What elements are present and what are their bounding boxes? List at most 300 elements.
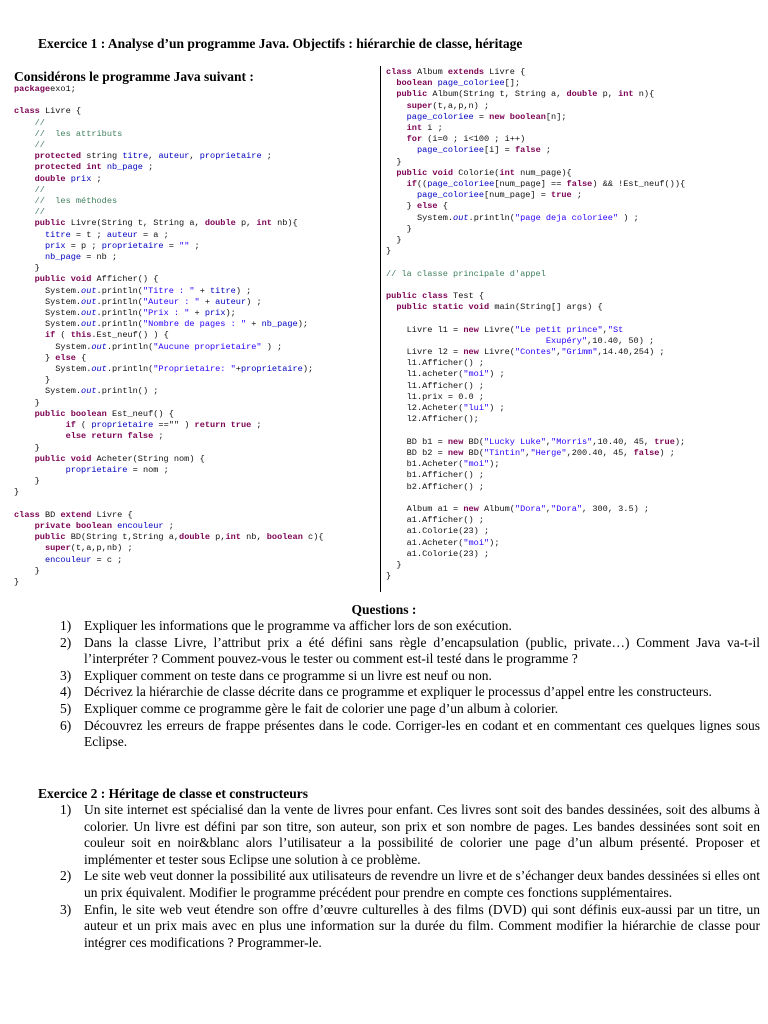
exercise2-text: Le site web veut donner la possibilité aux utilisateurs de revendre un livre et de s’échanger deux bandes dessinées si elles ont un prix équivalent. Modifier le programme précédent pour prendre en compte ces fonctions supplémentaires. [84, 868, 760, 900]
code-token: double [204, 218, 236, 229]
code-token: Album( [478, 503, 515, 514]
code-token: extend [60, 509, 92, 520]
code-token: "" [179, 240, 190, 251]
code-line [14, 185, 324, 196]
code-token: l1.Afficher() ; [386, 380, 484, 391]
code-token: true [654, 436, 675, 447]
code-token: = a ; [137, 229, 169, 240]
code-token: if [14, 420, 76, 431]
code-token: .println( [96, 285, 143, 296]
code-token: nb_page [14, 252, 82, 263]
code-token: "Dora" [551, 503, 583, 514]
code-token: "Herge" [530, 447, 567, 458]
code-token: proprietaire [101, 240, 164, 251]
code-token: ,10.40, 50) ; [587, 335, 655, 346]
code-line [386, 313, 685, 324]
code-token: .Est_neuf() ) { [91, 330, 169, 341]
code-token: ) ; [659, 447, 675, 458]
code-token: ; [142, 162, 154, 173]
code-token: out [81, 296, 97, 307]
code-line [14, 398, 324, 409]
code-token: ; [91, 173, 102, 184]
code-token: Test { [447, 291, 484, 302]
code-line [386, 101, 685, 112]
code-token: a1.Colorie(23) ; [386, 526, 490, 537]
code-token: = t ; [70, 229, 107, 240]
code-token: .println() ; [96, 386, 159, 397]
code-line [386, 538, 685, 549]
code-token: a1.Acheter( [386, 537, 464, 548]
code-line [386, 78, 685, 89]
code-token: "Dora" [514, 503, 546, 514]
code-token: ) ; [489, 369, 505, 380]
code-line [386, 358, 685, 369]
code-token: } [386, 235, 402, 246]
code-line [14, 543, 324, 554]
code-token: boolean [266, 532, 303, 543]
code-token: "Le petit prince" [514, 324, 603, 335]
code-token: public static void [386, 302, 490, 313]
code-token: l2.Acheter( [386, 403, 464, 414]
code-token: } [14, 476, 40, 487]
code-token: "moi" [463, 459, 490, 470]
code-token: BD( [463, 447, 485, 458]
code-token: out [81, 386, 97, 397]
code-token: { [75, 352, 87, 363]
code-token: // les méthodes [14, 196, 118, 207]
code-line [386, 414, 685, 425]
code-token: extends [447, 67, 485, 77]
code-token: super [386, 100, 433, 111]
code-token: out [81, 319, 97, 330]
code-token: page_coloriee [386, 145, 484, 156]
code-token: proprietaire [91, 420, 154, 431]
code-token: (t,a,p,n) ; [432, 100, 490, 111]
code-token: "Grimm" [561, 347, 598, 358]
code-token: l1.Afficher() ; [386, 358, 484, 369]
code-token: "Titre : " [142, 285, 195, 296]
code-token: .println( [106, 341, 154, 352]
code-token: , [545, 436, 552, 447]
question-item [60, 684, 760, 701]
code-token: // la classe principale d'appel [386, 268, 546, 279]
code-token: ); [297, 319, 309, 330]
code-line [14, 84, 324, 95]
exercise2-list [60, 802, 760, 951]
exercise2-number: 2) [60, 868, 72, 884]
code-token: BD b2 = [386, 447, 448, 458]
code-token: num_page){ [514, 167, 572, 178]
code-token: = nom ; [127, 464, 169, 475]
question-text: Décrivez la hiérarchie de classe décrite dans ce programme et expliquer le processus d’appel entre les constructeurs. [84, 684, 712, 700]
code-token: protected int [14, 162, 102, 173]
code-token: proprietaire [14, 464, 128, 475]
code-line [14, 297, 324, 308]
code-line [386, 392, 685, 403]
code-listing-left [14, 84, 324, 588]
code-token: p, [597, 89, 619, 100]
code-line [14, 330, 324, 341]
code-token: // [14, 117, 45, 128]
code-line [14, 487, 324, 498]
code-token: package [14, 84, 51, 94]
code-line [386, 448, 685, 459]
code-token: + [246, 319, 262, 330]
code-token: public void [14, 453, 92, 464]
code-token: new [463, 347, 479, 358]
exercise2-item [60, 868, 760, 901]
code-token: a1.Colorie(23) ; [386, 548, 490, 559]
code-token: ,10.40, 45, [592, 436, 655, 447]
code-line [14, 521, 324, 532]
code-token: b2.Afficher() ; [386, 481, 484, 492]
code-token: b1.Afficher() ; [386, 470, 484, 481]
code-token: System. [14, 319, 82, 330]
code-token: out [81, 308, 97, 319]
code-token: [i] = [484, 145, 515, 156]
code-line [14, 274, 324, 285]
code-token: } [14, 263, 40, 274]
code-token: Album [411, 67, 448, 77]
code-token: for [386, 134, 423, 145]
code-line [14, 454, 324, 465]
code-line [14, 95, 324, 106]
code-line [386, 168, 685, 179]
code-token: page_coloriee [386, 111, 474, 122]
code-token: ) ; [618, 212, 639, 223]
exercise2-text: Enfin, le site web veut étendre son offre d’œuvre culturelles à des films (DVD) qui sont définis eux-aussi par un titre, un auteur et un prix mais avec en plus une information sur la durée du film. Comment modifier la hiérarchie de classe pour intégrer ces modifications ? Programmer-le. [84, 901, 760, 950]
code-line [386, 67, 685, 78]
code-line [14, 230, 324, 241]
code-token: return true [194, 420, 252, 431]
code-token: else [416, 201, 438, 212]
code-line [14, 420, 324, 431]
exercise2-text: Un site internet est spécialisé dan la vente de livres pour enfant. Ces livres sont soit des bandes dessinées, soit des albums à colorier. Un livre est défini par son titre, son auteur, son prix et son nombre de pages. Les bandes dessinées sont soit en couleur soit en noir&blanc alors l’utilisateur a la possibilité de colorier une page d’un album présenté. Proposer et implémenter et tester sous Eclipse une solution à ce problème. [84, 802, 760, 867]
program-intro-heading: Considérons le programme Java suivant : [14, 69, 254, 84]
code-token: .println( [468, 212, 515, 223]
code-token: private boolean [14, 520, 112, 531]
code-token: "moi" [463, 369, 490, 380]
code-line [14, 577, 324, 588]
code-token: boolean [386, 78, 433, 89]
code-line [386, 437, 685, 448]
code-token: [n]; [545, 111, 567, 122]
code-line [386, 493, 685, 504]
code-token: new [447, 436, 464, 447]
code-line [14, 286, 324, 297]
code-token: = p ; [65, 240, 102, 251]
code-token: = [473, 111, 490, 122]
code-token: , [545, 503, 552, 514]
code-token: double [179, 532, 210, 543]
code-token: i ; [422, 123, 443, 134]
code-line [386, 482, 685, 493]
question-text: Dans la classe Livre, l’attribut prix a été défini sans règle d’encapsulation (public, private…) Comment Java va-t-il l’interpréter ? Comment pouvez-vous le tester ou comment est-il testé dans le programme ? [84, 634, 760, 667]
code-token: nb, [240, 532, 267, 543]
question-number: 5) [60, 700, 72, 716]
code-token: // [14, 184, 45, 195]
code-token: // les attributs [14, 128, 123, 139]
code-token: , [602, 324, 608, 335]
code-token: "moi" [463, 537, 490, 548]
code-token: prix [14, 240, 66, 251]
code-token: false [514, 145, 541, 156]
question-number: 6) [60, 717, 72, 733]
code-token: a1.Afficher() ; [386, 515, 484, 526]
code-token: ); [302, 364, 314, 375]
code-line [386, 549, 685, 560]
exercise2-title: Exercice 2 : Héritage de classe et constructeurs [38, 786, 309, 801]
code-token: false [566, 179, 593, 190]
code-token: page_coloriee [432, 78, 505, 89]
code-token: Livre l1 = [386, 324, 464, 335]
exercise2-item [60, 902, 760, 952]
code-token: if [14, 330, 56, 341]
code-token: new [463, 324, 479, 335]
code-token: Livre { [39, 106, 82, 117]
code-token: "Aucune proprietaire" [153, 341, 262, 352]
code-line [386, 190, 685, 201]
code-line [14, 342, 324, 353]
code-line [386, 336, 685, 347]
code-token: { [437, 201, 448, 212]
code-token: else [55, 352, 76, 363]
code-token: class [14, 509, 40, 520]
code-token: BD [39, 509, 61, 520]
code-token: ( [75, 420, 92, 431]
code-line [14, 118, 324, 129]
code-line [386, 123, 685, 134]
code-line [14, 252, 324, 263]
code-line [14, 465, 324, 476]
code-line [14, 129, 324, 140]
code-token: "Contes" [514, 347, 557, 358]
code-line [14, 532, 324, 543]
code-token: encouleur [112, 520, 164, 531]
code-line [14, 566, 324, 577]
code-token: (( [416, 179, 428, 190]
code-token: } [14, 565, 40, 576]
code-token: public void [386, 167, 454, 178]
question-text: Expliquer comme ce programme gère le fait de colorier une page d’un album à colorier. [84, 700, 559, 716]
code-token: l1.acheter( [386, 369, 464, 380]
code-token: titre [210, 285, 236, 296]
code-token: protected [14, 151, 82, 162]
code-token: , [556, 347, 562, 358]
code-token: true [551, 190, 572, 201]
code-token: ; [261, 151, 272, 162]
code-token: Livre(String t, String a, [65, 218, 205, 229]
code-token: string [81, 151, 123, 162]
code-line [386, 426, 685, 437]
code-token: ; [189, 240, 200, 251]
code-token: auteur [215, 296, 247, 307]
code-token: page_coloriee [427, 179, 495, 190]
code-token: []; [504, 78, 521, 89]
code-line [386, 347, 685, 358]
code-token: } [386, 223, 412, 234]
code-line [386, 213, 685, 224]
code-token: out [453, 212, 469, 223]
code-line [386, 246, 685, 257]
code-line [14, 162, 324, 173]
code-line [14, 174, 324, 185]
code-token: System. [14, 341, 92, 352]
code-line [14, 386, 324, 397]
code-token: [num_page] = [484, 190, 552, 201]
code-token: Livre { [91, 509, 133, 520]
code-line [386, 560, 685, 571]
code-token: page_coloriee [386, 190, 484, 201]
code-line [386, 470, 685, 481]
code-token: Exupéry" [386, 335, 588, 346]
code-token: int [386, 123, 423, 134]
exercise2-number: 1) [60, 802, 72, 817]
code-token: } [386, 559, 402, 570]
code-line [386, 381, 685, 392]
code-token: ) ; [246, 296, 262, 307]
code-token: class [386, 67, 412, 77]
code-token: nb_page [101, 162, 143, 173]
code-line [14, 218, 324, 229]
exercise2-item [60, 802, 760, 868]
code-token: (i=0 ; i<100 ; i++) [422, 134, 526, 145]
code-token: public [14, 532, 66, 543]
code-token: ; [540, 145, 552, 156]
code-token: // [14, 207, 45, 218]
questions-list [60, 618, 760, 751]
code-line [386, 134, 685, 145]
exercise1-title: Exercice 1 : Analyse d’un programme Java. Objectifs : hiérarchie de classe, héritage [38, 36, 523, 51]
code-token: "Tintin" [484, 447, 526, 458]
code-line [386, 145, 685, 156]
code-line [386, 280, 685, 291]
code-token: System. [14, 285, 82, 296]
code-line [14, 263, 324, 274]
code-token: + [194, 285, 211, 296]
code-token: } [386, 571, 392, 582]
code-token: encouleur [14, 554, 92, 565]
code-token: p, [235, 218, 257, 229]
question-text: Découvrez les erreurs de frappe présentes dans le code. Corriger-les en codant et en commentant ces quelques lignes sous Eclipse. [84, 717, 760, 750]
code-line [386, 201, 685, 212]
code-token: p, [210, 532, 226, 543]
code-line [386, 515, 685, 526]
code-line [386, 526, 685, 537]
code-token: c){ [302, 532, 324, 543]
code-token: auteur [106, 229, 138, 240]
code-token: "Prix : " [142, 308, 190, 319]
code-token: } [14, 487, 20, 498]
code-token: if [386, 179, 417, 190]
code-token: exo1; [50, 84, 76, 94]
code-line [14, 409, 324, 420]
question-number: 4) [60, 684, 72, 700]
code-token: ) ; [489, 403, 505, 414]
code-token: nb_page [261, 319, 298, 330]
code-token: "Morris" [551, 436, 593, 447]
code-token: l2.Afficher(); [386, 414, 479, 425]
code-token: proprietaire [199, 151, 262, 162]
code-line [386, 504, 685, 515]
code-line [386, 257, 685, 268]
code-token: .println( [96, 319, 143, 330]
code-token: , [148, 151, 159, 162]
code-token: } [14, 397, 40, 408]
code-line [386, 369, 685, 380]
code-token: Acheter(String nom) { [91, 453, 205, 464]
code-line [14, 476, 324, 487]
exercise2-number: 3) [60, 901, 72, 917]
code-line [14, 431, 324, 442]
code-token: public void [14, 274, 92, 285]
code-token: Colorie( [453, 167, 500, 178]
code-token: .println( [96, 296, 143, 307]
code-token: Est_neuf() { [106, 408, 174, 419]
code-listing-right [386, 67, 685, 582]
code-token: } [386, 201, 417, 212]
code-line [14, 106, 324, 117]
code-token: prix [204, 308, 226, 319]
code-line [386, 403, 685, 414]
code-line [14, 241, 324, 252]
code-token: b1.Acheter( [386, 459, 464, 470]
code-token: + [199, 296, 216, 307]
code-line [14, 443, 324, 454]
code-line [14, 308, 324, 319]
code-token: "Nombre de pages : " [142, 319, 247, 330]
code-token: ,14.40,254) ; [597, 347, 665, 358]
code-token: System. [14, 386, 82, 397]
code-token: ); [225, 308, 236, 319]
code-token: main(String[] args) { [489, 302, 603, 313]
code-token: int [499, 167, 515, 178]
code-line [14, 207, 324, 218]
code-token: , [525, 447, 531, 458]
code-token: "lui" [463, 403, 490, 414]
code-token: .println( [106, 364, 154, 375]
code-token: = [163, 240, 180, 251]
code-line [386, 325, 685, 336]
code-token: ); [489, 459, 500, 470]
code-token: , [189, 151, 200, 162]
code-token: "Lucky Luke" [484, 436, 546, 447]
code-line [14, 375, 324, 386]
code-token: double [566, 89, 598, 100]
code-line [386, 571, 685, 582]
code-line [386, 179, 685, 190]
code-token: ) ; [235, 285, 252, 296]
code-token: auteur [158, 151, 190, 162]
question-item [60, 701, 760, 718]
code-token: "page deja coloriee" [514, 212, 619, 223]
code-token: public [14, 218, 66, 229]
question-text: Expliquer les informations que le programme va afficher lors de son exécution. [84, 618, 512, 633]
code-token: } [14, 352, 56, 363]
code-token: ; [571, 190, 583, 201]
code-token: int [618, 89, 634, 100]
code-token: + [235, 364, 241, 375]
code-token: .println( [96, 308, 143, 319]
code-token: BD(String t,String a, [65, 532, 180, 543]
code-token: super [14, 543, 71, 554]
code-token: Livre l2 = [386, 347, 464, 358]
code-token: ) && !Est_neuf()){ [592, 179, 686, 190]
code-line [386, 235, 685, 246]
code-token: Livre { [484, 67, 526, 77]
code-line [386, 302, 685, 313]
column-divider [380, 66, 381, 592]
